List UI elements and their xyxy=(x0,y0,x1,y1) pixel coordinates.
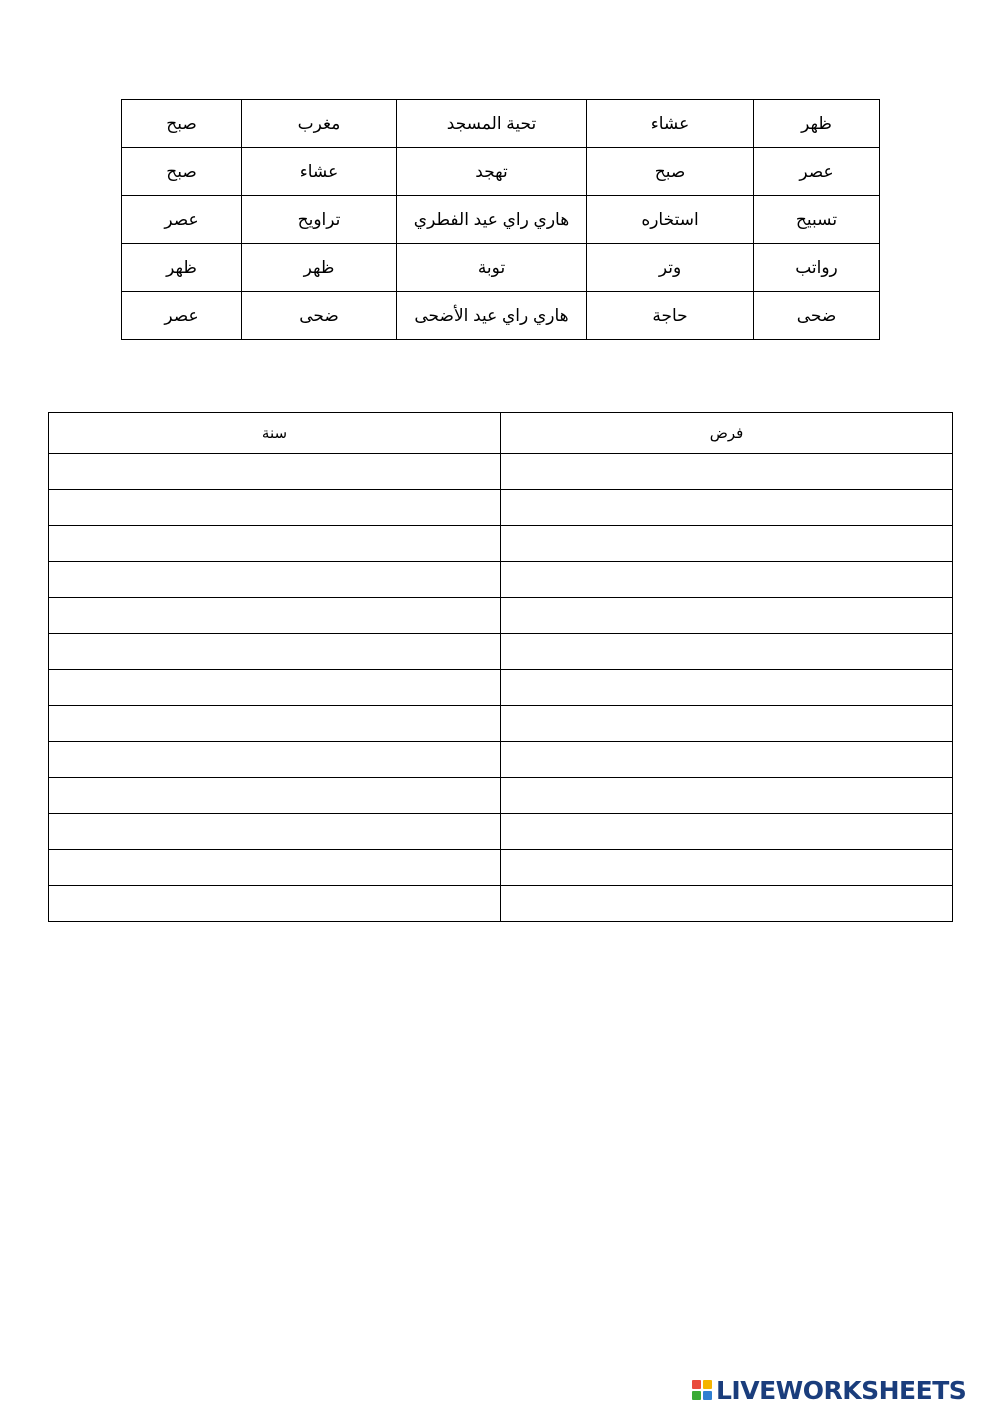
answer-cell-sunnah[interactable] xyxy=(49,454,501,490)
answer-cell-fard[interactable] xyxy=(501,886,953,922)
word-cell: عصر xyxy=(754,148,880,196)
answer-cell-sunnah[interactable] xyxy=(49,850,501,886)
answer-cell-fard[interactable] xyxy=(501,814,953,850)
word-bank-row xyxy=(122,148,880,196)
logo-square xyxy=(703,1380,712,1389)
answer-row xyxy=(49,850,953,886)
liveworksheets-logo-icon xyxy=(692,1380,712,1400)
word-cell: تسبيح xyxy=(754,196,880,244)
answer-cell-fard[interactable] xyxy=(501,634,953,670)
answer-row xyxy=(49,886,953,922)
answer-row xyxy=(49,562,953,598)
answer-cell-sunnah[interactable] xyxy=(49,742,501,778)
answer-cell-fard[interactable] xyxy=(501,490,953,526)
word-bank-row xyxy=(122,292,880,340)
sorting-table-body xyxy=(49,454,953,922)
word-cell: عصر xyxy=(122,292,242,340)
word-bank-table xyxy=(121,99,880,340)
word-cell: صبح xyxy=(122,100,242,148)
answer-cell-fard[interactable] xyxy=(501,562,953,598)
liveworksheets-brand xyxy=(692,1375,966,1405)
answer-cell-sunnah[interactable] xyxy=(49,598,501,634)
word-cell: ظهر xyxy=(242,244,397,292)
answer-cell-sunnah[interactable] xyxy=(49,706,501,742)
word-bank-row xyxy=(122,100,880,148)
word-cell: ضحى xyxy=(754,292,880,340)
word-cell: عصر xyxy=(122,196,242,244)
word-cell: ضحى xyxy=(242,292,397,340)
answer-cell-sunnah[interactable] xyxy=(49,814,501,850)
word-cell: حاجة xyxy=(587,292,754,340)
answer-row xyxy=(49,526,953,562)
answer-cell-fard[interactable] xyxy=(501,850,953,886)
word-cell: تراويح xyxy=(242,196,397,244)
answer-cell-sunnah[interactable] xyxy=(49,886,501,922)
answer-row xyxy=(49,490,953,526)
answer-cell-fard[interactable] xyxy=(501,598,953,634)
answer-row xyxy=(49,454,953,490)
brand-name: LIVEWORKSHEETS xyxy=(716,1375,967,1405)
header-sunnah: سنة xyxy=(49,413,501,454)
answer-row xyxy=(49,778,953,814)
answer-row xyxy=(49,706,953,742)
word-cell: عشاء xyxy=(242,148,397,196)
answer-cell-fard[interactable] xyxy=(501,454,953,490)
word-cell: استخاره xyxy=(587,196,754,244)
word-cell: ظهر xyxy=(122,244,242,292)
answer-cell-fard[interactable] xyxy=(501,526,953,562)
answer-row xyxy=(49,814,953,850)
answer-row xyxy=(49,634,953,670)
word-cell: مغرب xyxy=(242,100,397,148)
sorting-table-header xyxy=(49,413,953,454)
answer-row xyxy=(49,598,953,634)
answer-cell-sunnah[interactable] xyxy=(49,634,501,670)
answer-row xyxy=(49,670,953,706)
word-cell: وتر xyxy=(587,244,754,292)
answer-cell-fard[interactable] xyxy=(501,706,953,742)
word-cell: عشاء xyxy=(587,100,754,148)
word-cell: هاري راي عيد الفطري xyxy=(397,196,587,244)
answer-cell-fard[interactable] xyxy=(501,778,953,814)
sorting-table xyxy=(48,412,953,922)
word-cell: توبة xyxy=(397,244,587,292)
logo-square xyxy=(692,1380,701,1389)
answer-cell-sunnah[interactable] xyxy=(49,778,501,814)
answer-cell-fard[interactable] xyxy=(501,670,953,706)
word-cell: ظهر xyxy=(754,100,880,148)
answer-cell-sunnah[interactable] xyxy=(49,526,501,562)
answer-row xyxy=(49,742,953,778)
logo-square xyxy=(692,1391,701,1400)
word-cell: صبح xyxy=(587,148,754,196)
word-cell: صبح xyxy=(122,148,242,196)
answer-cell-sunnah[interactable] xyxy=(49,670,501,706)
word-bank-body xyxy=(122,100,880,340)
word-cell: رواتب xyxy=(754,244,880,292)
answer-cell-fard[interactable] xyxy=(501,742,953,778)
logo-square xyxy=(703,1391,712,1400)
header-fard: فرض xyxy=(501,413,953,454)
word-bank-row xyxy=(122,196,880,244)
word-cell: هاري راي عيد الأضحى xyxy=(397,292,587,340)
header-row xyxy=(49,413,953,454)
word-bank-row xyxy=(122,244,880,292)
answer-cell-sunnah[interactable] xyxy=(49,490,501,526)
word-cell: تحية المسجد xyxy=(397,100,587,148)
answer-cell-sunnah[interactable] xyxy=(49,562,501,598)
word-cell: تهجد xyxy=(397,148,587,196)
